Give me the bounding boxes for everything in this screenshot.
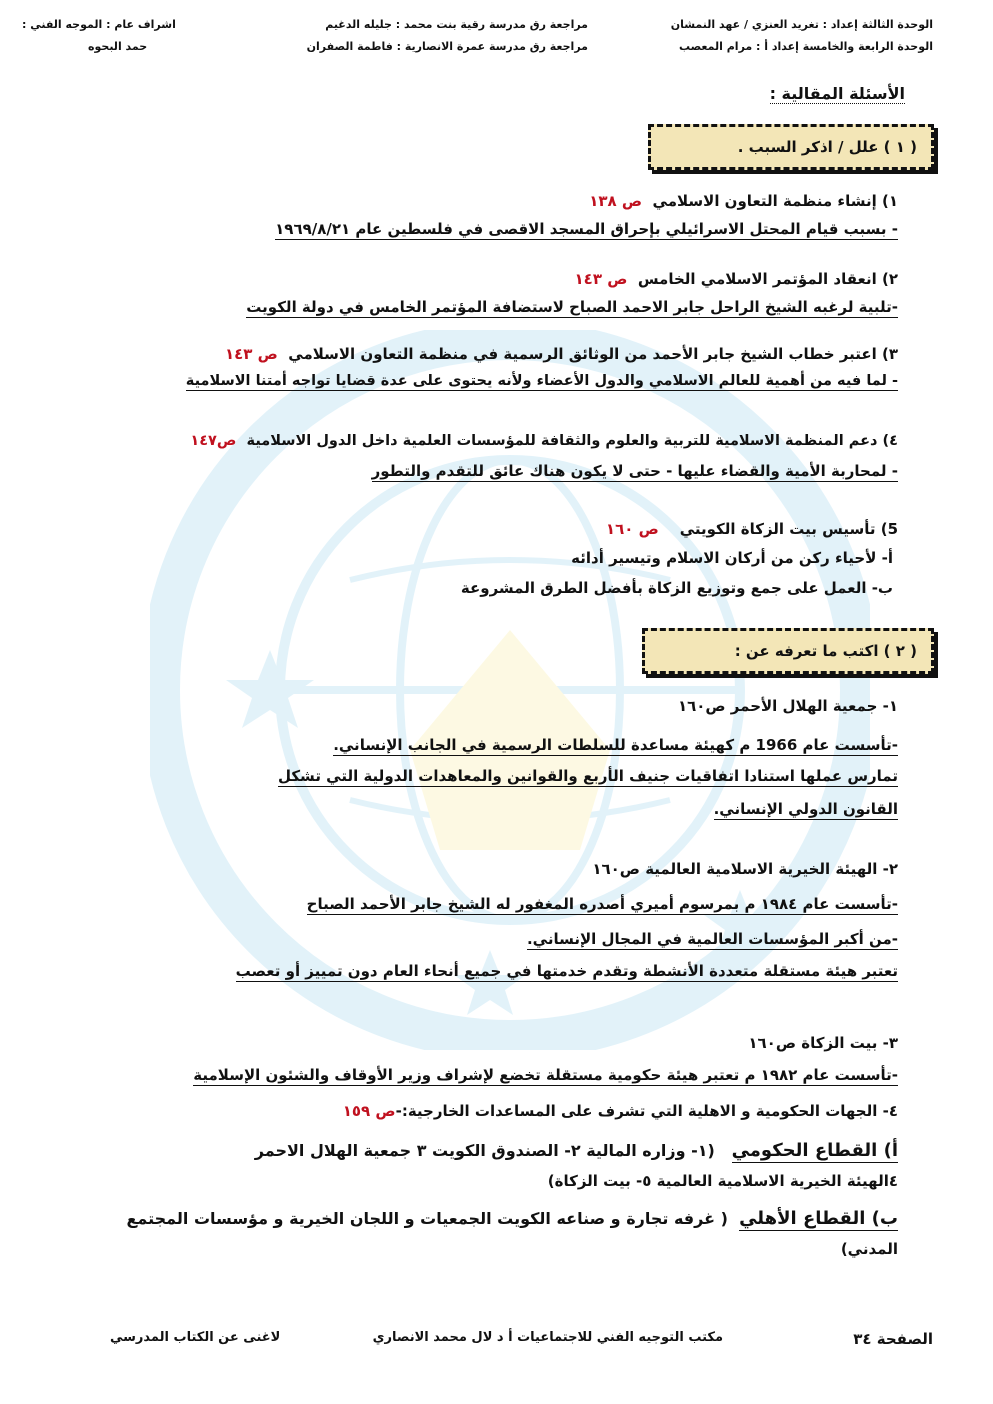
header-unit45: الوحدة الرابعة والخامسة إعداد أ : مرام المعصب <box>678 40 933 53</box>
page-ref: ص ١٤٣ <box>224 345 278 363</box>
gov-sector-line <box>255 1140 898 1161</box>
page-number: الصفحة ٣٤ <box>853 1330 933 1348</box>
topic-3-line-1: -تأسست عام ١٩٨٢ م تعتبر هيئة حكومية مستقلة تخضع لإشراف وزير الأوقاف والشئون الإسلامية <box>193 1066 898 1084</box>
question-6: ٤- الجهات الحكومية و الاهلية التي تشرف على المساعدات الخارجية:-ص ١٥٩ <box>342 1102 898 1120</box>
page-ref: ص١٤٧ <box>190 433 237 449</box>
topic-1-line-1: -تأسست عام 1966 م كهيئة مساعدة للسلطات الرسمية في الجانب الإنساني. <box>333 736 898 754</box>
private-sector-line-2: المدني) <box>840 1240 898 1258</box>
reasons-heading: ( ١ ) علل / اذكر السبب . <box>737 138 917 156</box>
answer-4: - لمحاربة الأمية والقضاء عليها - حتى لا يكون هناك عائق للتقدم والتطور <box>371 462 898 480</box>
topic-2-line-3: تعتبر هيئة مستقلة متعددة الأنشطة وتقدم خدمتها في جميع أنحاء العام دون تمييز أو تعصب <box>235 962 898 980</box>
reasons-heading-box <box>648 124 934 170</box>
section-title: الأسئلة المقالية : <box>769 84 905 103</box>
answer-5a: أ‌- لأحياء ركن من أركان الاسلام وتيسير أدائه <box>571 549 893 567</box>
footer-note: لاغنى عن الكتاب المدرسي <box>110 1330 281 1345</box>
page-ref: ص ١٦٠ <box>605 520 659 538</box>
gov-sector-line-2: ٤الهيئة الخيرية الاسلامية العالمية ٥- بيت الزكاة) <box>547 1172 898 1190</box>
private-sector-label: ب) القطاع الأهلي <box>739 1208 898 1229</box>
gov-sector-label: أ) القطاع الحكومي <box>731 1140 898 1161</box>
private-sector-line <box>126 1208 898 1229</box>
page-ref: ص ١٥٩ <box>342 1102 396 1120</box>
answer-1: - بسبب قيام المحتل الاسرائيلي بإحراق المسجد الاقصى في فلسطين عام ١٩٦٩/٨/٢١ <box>275 220 898 238</box>
topic-1-line-2: تمارس عملها استنادا اتفاقيات جنيف الأربع والقوانين والمعاهدات الدولية التي تشكل <box>277 767 898 785</box>
question-3: ٣) اعتبر خطاب الشيخ جابر الأحمد من الوثائق الرسمية في منظمة التعاون الاسلامي ص ١٤٣ <box>224 345 898 363</box>
header-unit3: الوحدة الثالثة إعداد : تغريد العنزي / عهد النمشان <box>670 18 933 31</box>
question-5: 5) تأسيس بيت الزكاة الكويتي ص ١٦٠ <box>605 520 898 538</box>
question-1: ١) إنشاء منظمة التعاون الاسلامي ص ١٣٨ <box>589 192 898 210</box>
topic-2-title: ٢- الهيئة الخيرية الاسلامية العالمية ص١٦٠ <box>592 860 898 878</box>
topic-1-title: ١- جمعية الهلال الأحمر ص١٦٠ <box>677 697 898 715</box>
describe-heading-box <box>642 628 934 674</box>
answer-5b: ب‌- العمل على جمع وتوزيع الزكاة بأفضل الطرق المشروعة <box>460 579 893 597</box>
answer-2: -تلبية لرغبه الشيخ الراحل جابر الاحمد الصباح لاستضافة المؤتمر الخامس في دولة الكويت <box>246 298 898 316</box>
topic-1-line-3: القانون الدولي الإنساني. <box>713 800 898 818</box>
question-4: ٤) دعم المنظمة الاسلامية للتربية والعلوم والثقافة للمؤسسات العلمية داخل الدول الاسلامية ص١٤٧ <box>190 433 898 449</box>
footer-office: مكتب التوجيه الفني للاجتماعيات أ د لال محمد الانصاري <box>372 1330 723 1345</box>
header-supervision: اشراف عام : الموجه الفني : <box>22 18 176 31</box>
page-ref: ص ١٤٣ <box>574 270 628 288</box>
header-supervisor-name: حمد البحوه <box>88 40 148 53</box>
answer-3: - لما فيه من أهمية للعالم الاسلامي والدول الأعضاء ولأنه يحتوى على عدة قضايا تواجه أمتنا الاسلامية <box>185 373 898 389</box>
header-review2: مراجعة رق مدرسة عمرة الانصارية : فاطمة الصفران <box>306 40 588 53</box>
question-2: ٢) انعقاد المؤتمر الاسلامي الخامس ص ١٤٣ <box>574 270 898 288</box>
describe-heading: ( ٢ ) اكتب ما تعرفه عن : <box>734 642 917 660</box>
topic-2-line-1: -تأسست عام ١٩٨٤ م بمرسوم أميري أصدره المغفور له الشيخ جابر الأحمد الصباح <box>306 895 898 913</box>
topic-3-title: ٣- بيت الزكاة ص١٦٠ <box>748 1034 898 1052</box>
gov-sector-items: (١- وزاره المالية ٢- الصندوق الكويت ٣ جمعية الهلال الاحمر <box>254 1141 715 1160</box>
page-ref: ص ١٣٨ <box>589 192 643 210</box>
topic-2-line-2: -من أكبر المؤسسات العالمية في المجال الإنساني. <box>526 930 898 948</box>
header-review1: مراجعة رق مدرسة رقية بنت محمد : جليله الدغيم <box>325 18 588 31</box>
private-sector-items: ( غرفه تجارة و صناعه الكويت الجمعيات و اللجان الخيرية و مؤسسات المجتمع <box>126 1209 728 1228</box>
